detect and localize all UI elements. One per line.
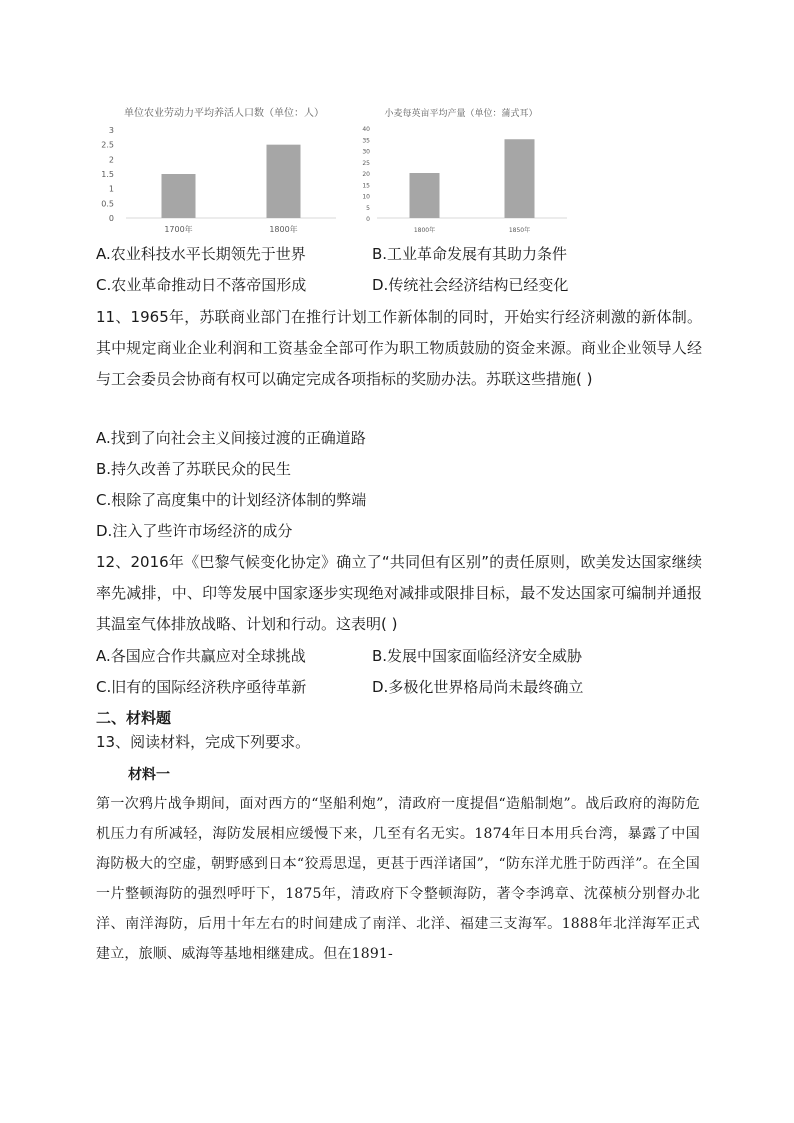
q11-option-a: A.找到了向社会主义间接过渡的正确道路 (96, 429, 366, 447)
y-tick-label: 35 (362, 137, 370, 145)
q12-option-b: B.发展中国家面临经济安全威胁 (372, 647, 583, 665)
q12-option-c: C.旧有的国际经济秩序亟待革新 (96, 678, 307, 696)
q12-option-a: A.各国应合作共赢应对全球挑战 (96, 647, 306, 665)
y-tick-label: 2 (108, 155, 114, 165)
y-tick-label: 30 (362, 148, 370, 156)
y-tick-label: 20 (362, 171, 370, 178)
y-tick-label: 10 (362, 193, 370, 201)
q10-option-c: C.农业革命推动日不落帝国形成 (96, 276, 307, 294)
q10-option-d: D.传统社会经济结构已经变化 (372, 276, 569, 294)
q13-stem: 13、阅读材料，完成下列要求。 (96, 733, 311, 751)
q10-option-a: A.农业科技水平长期领先于世界 (96, 245, 306, 263)
q11-stem: 11、1965年，苏联商业部门在推行计划工作新体制的同时，开始实行经济刺激的新体制。其中规定商业企业利润和工资基金全部可作为职工物质鼓励的资金来源。商业企业领导人经与工会委员会协商有权可以确定完成各项指标的奖励办法。苏联这些措施( ) (96, 308, 702, 388)
q11-option-b: B.持久改善了苏联民众的民生 (96, 460, 292, 478)
y-tick-label: 25 (362, 159, 370, 167)
x-tick-label: 1800年 (413, 227, 436, 234)
y-tick-label: 0.5 (101, 199, 114, 209)
y-tick-label: 3 (108, 126, 114, 135)
y-tick-label: 15 (362, 182, 370, 190)
bar (162, 174, 196, 218)
y-tick-label: 40 (362, 126, 370, 133)
chart-title: 单位农业劳动力平均养活人口数（单位：人） (124, 108, 324, 119)
x-tick-label: 1800年 (269, 225, 298, 234)
x-tick-label: 1850年 (508, 227, 531, 234)
chart-title: 小麦每英亩平均产量（单位：蒲式耳） (384, 109, 538, 119)
q12-stem: 12、2016年《巴黎气候变化协定》确立了“共同但有区别”的责任原则，欧美发达国家继续率先减排，中、印等发展中国家逐步实现绝对减排或限排目标，最不发达国家可编制并通报其温室气体排放战略、计划和行动。这表明( ) (96, 553, 702, 633)
y-tick-label: 0 (108, 214, 114, 223)
chart-farm-labor (96, 100, 346, 240)
material-body: 第一次鸦片战争期间，面对西方的“坚船利炮”，清政府一度提倡“造船制炮”。战后政府的海防危机压力有所减轻，海防发展相应缓慢下来，几至有名无实。1874年日本用兵台湾，暴露了中国海防极大的空虚，朝野感到日本“狡焉思逞，更甚于西洋诸国”，“防东洋尤胜于防西洋”。在全国一片整顿海防的强烈呼吁下，1875年，清政府下令整顿海防，著令李鸿章、沈葆桢分别督办北洋、南洋海防，后用十年左右的时间建成了南洋、北洋、福建三支海军。1888年北洋海军正式建立，旅顺、威海等基地相继建成。但在1891- (96, 796, 700, 962)
bar (505, 139, 535, 218)
y-tick-label: 0 (366, 216, 370, 223)
chart-wheat-yield (357, 100, 572, 240)
q11-option-d: D.注入了些许市场经济的成分 (96, 522, 293, 540)
material-title: 材料一 (128, 767, 170, 783)
section-heading: 二、材料题 (96, 709, 172, 727)
bar (410, 173, 440, 218)
y-tick-label: 2.5 (101, 140, 114, 150)
q11-option-c: C.根除了高度集中的计划经济体制的弊端 (96, 491, 367, 509)
y-tick-label: 1 (108, 184, 114, 194)
y-tick-label: 5 (366, 204, 370, 212)
q10-option-b: B.工业革命发展有其助力条件 (372, 245, 568, 263)
y-tick-label: 1.5 (101, 170, 114, 179)
bar (267, 145, 301, 218)
x-tick-label: 1700年 (164, 225, 193, 234)
q12-option-d: D.多极化世界格局尚未最终确立 (372, 678, 584, 696)
